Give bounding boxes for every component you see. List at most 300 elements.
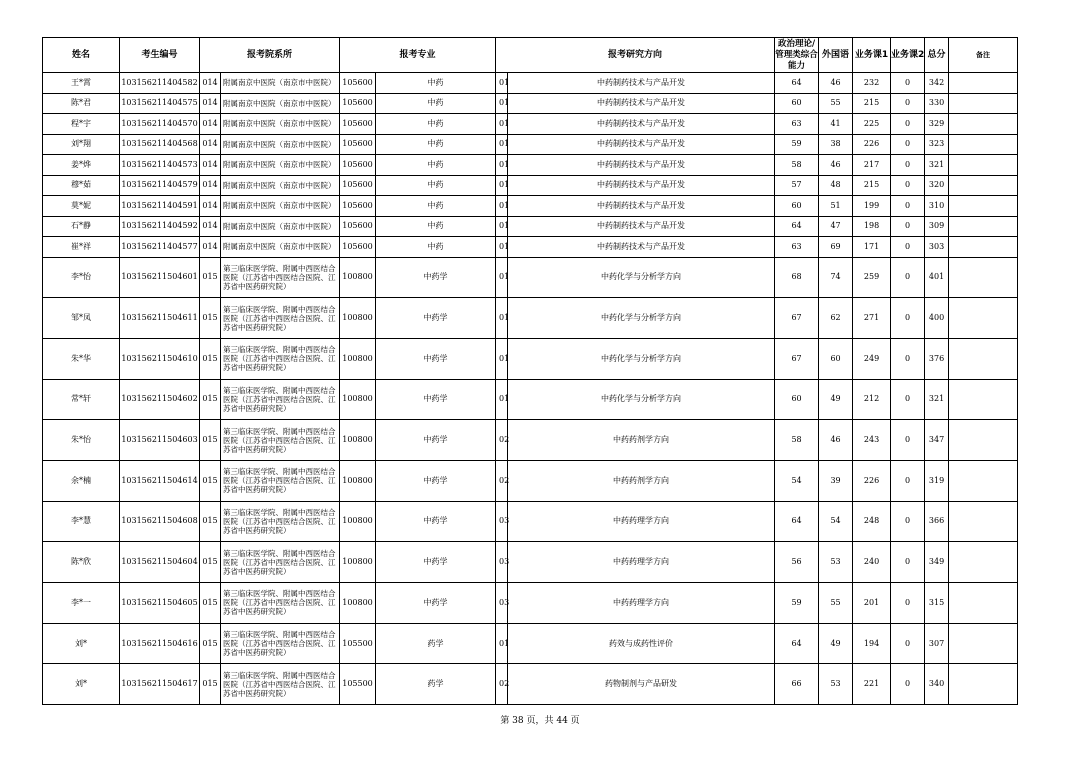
cell-course1: 225 — [853, 114, 891, 135]
cell-note — [949, 155, 1018, 176]
cell-foreign: 74 — [819, 257, 853, 298]
cell-major: 中药学 — [376, 338, 496, 379]
cell-politics: 59 — [775, 583, 819, 624]
cell-course2: 0 — [891, 460, 925, 501]
cell-major: 中药学 — [376, 460, 496, 501]
cell-dir-code: 01 — [496, 338, 508, 379]
cell-name: 李*一 — [43, 583, 120, 624]
cell-course2: 0 — [891, 298, 925, 339]
cell-note — [949, 73, 1018, 94]
cell-politics: 56 — [775, 542, 819, 583]
cell-major: 中药 — [376, 114, 496, 135]
cell-dept-code: 015 — [200, 583, 221, 624]
cell-note — [949, 134, 1018, 155]
cell-dept: 第三临床医学院、附属中西医结合医院（江苏省中西医结合医院、江苏省中医药研究院） — [221, 338, 340, 379]
cell-direction: 中药药理学方向 — [508, 542, 775, 583]
cell-major-code: 105600 — [340, 196, 376, 217]
cell-direction: 中药药剂学方向 — [508, 460, 775, 501]
cell-course2: 0 — [891, 155, 925, 176]
cell-foreign: 55 — [819, 583, 853, 624]
cell-direction: 中药制药技术与产品开发 — [508, 175, 775, 196]
header-foreign: 外国语 — [819, 38, 853, 73]
cell-dept-code: 014 — [200, 196, 221, 217]
cell-major-code: 105500 — [340, 664, 376, 705]
cell-politics: 57 — [775, 175, 819, 196]
table-row — [43, 338, 1018, 379]
cell-total: 400 — [925, 298, 949, 339]
cell-major-code: 105600 — [340, 114, 376, 135]
cell-direction: 中药制药技术与产品开发 — [508, 134, 775, 155]
cell-politics: 54 — [775, 460, 819, 501]
cell-direction: 中药制药技术与产品开发 — [508, 114, 775, 135]
cell-dept-code: 014 — [200, 216, 221, 237]
cell-foreign: 51 — [819, 196, 853, 217]
cell-dept-code: 014 — [200, 134, 221, 155]
header-name: 姓名 — [43, 38, 120, 73]
cell-foreign: 62 — [819, 298, 853, 339]
cell-total: 315 — [925, 583, 949, 624]
cell-course2: 0 — [891, 338, 925, 379]
cell-politics: 68 — [775, 257, 819, 298]
cell-total: 321 — [925, 379, 949, 420]
cell-major: 中药 — [376, 134, 496, 155]
cell-exam-no: 103156211504605 — [120, 583, 200, 624]
cell-note — [949, 257, 1018, 298]
cell-name: 李*慧 — [43, 501, 120, 542]
cell-course2: 0 — [891, 420, 925, 461]
cell-dir-code: 03 — [496, 583, 508, 624]
cell-direction: 药效与成药性评价 — [508, 623, 775, 664]
cell-note — [949, 298, 1018, 339]
cell-note — [949, 114, 1018, 135]
cell-major-code: 100800 — [340, 379, 376, 420]
table-row — [43, 93, 1018, 114]
cell-total: 349 — [925, 542, 949, 583]
cell-name: 朱*怡 — [43, 420, 120, 461]
cell-dir-code: 01 — [496, 175, 508, 196]
header-total: 总分 — [925, 38, 949, 73]
cell-foreign: 54 — [819, 501, 853, 542]
cell-politics: 64 — [775, 623, 819, 664]
cell-course2: 0 — [891, 114, 925, 135]
table-row — [43, 175, 1018, 196]
cell-dir-code: 01 — [496, 216, 508, 237]
cell-dept-code: 014 — [200, 237, 221, 258]
cell-direction: 中药化学与分析学方向 — [508, 379, 775, 420]
cell-dir-code: 03 — [496, 542, 508, 583]
cell-note — [949, 583, 1018, 624]
cell-course1: 248 — [853, 501, 891, 542]
cell-name: 朱*华 — [43, 338, 120, 379]
cell-politics: 60 — [775, 93, 819, 114]
cell-direction: 中药药理学方向 — [508, 501, 775, 542]
table-row — [43, 501, 1018, 542]
cell-direction: 中药制药技术与产品开发 — [508, 155, 775, 176]
cell-politics: 63 — [775, 114, 819, 135]
cell-course2: 0 — [891, 216, 925, 237]
cell-dept: 附属南京中医院（南京市中医院） — [221, 196, 340, 217]
cell-dept-code: 015 — [200, 338, 221, 379]
cell-dept: 附属南京中医院（南京市中医院） — [221, 134, 340, 155]
cell-foreign: 46 — [819, 420, 853, 461]
cell-dept: 附属南京中医院（南京市中医院） — [221, 175, 340, 196]
cell-note — [949, 542, 1018, 583]
cell-politics: 59 — [775, 134, 819, 155]
cell-direction: 药物制剂与产品研发 — [508, 664, 775, 705]
table-row — [43, 542, 1018, 583]
cell-direction: 中药化学与分析学方向 — [508, 257, 775, 298]
cell-dept: 第三临床医学院、附属中西医结合医院（江苏省中西医结合医院、江苏省中医药研究院） — [221, 501, 340, 542]
cell-dept-code: 014 — [200, 175, 221, 196]
cell-direction: 中药药理学方向 — [508, 583, 775, 624]
cell-dept-code: 014 — [200, 155, 221, 176]
table-row — [43, 257, 1018, 298]
cell-note — [949, 93, 1018, 114]
cell-total: 320 — [925, 175, 949, 196]
table-row — [43, 196, 1018, 217]
cell-dir-code: 01 — [496, 114, 508, 135]
cell-major: 中药学 — [376, 257, 496, 298]
cell-exam-no: 103156211404591 — [120, 196, 200, 217]
cell-dir-code: 01 — [496, 73, 508, 94]
cell-dir-code: 01 — [496, 257, 508, 298]
cell-major-code: 100800 — [340, 501, 376, 542]
cell-course1: 259 — [853, 257, 891, 298]
cell-course1: 226 — [853, 460, 891, 501]
table-row — [43, 664, 1018, 705]
cell-major-code: 100800 — [340, 583, 376, 624]
cell-dept-code: 015 — [200, 664, 221, 705]
cell-course1: 240 — [853, 542, 891, 583]
cell-direction: 中药制药技术与产品开发 — [508, 93, 775, 114]
cell-note — [949, 664, 1018, 705]
cell-total: 319 — [925, 460, 949, 501]
cell-name: 刘* — [43, 664, 120, 705]
cell-major-code: 100800 — [340, 420, 376, 461]
cell-course2: 0 — [891, 237, 925, 258]
cell-politics: 64 — [775, 73, 819, 94]
cell-foreign: 48 — [819, 175, 853, 196]
cell-total: 342 — [925, 73, 949, 94]
table-row — [43, 114, 1018, 135]
header-course2: 业务课2 — [891, 38, 925, 73]
page-footer: 第 38 页，共 44 页 — [500, 716, 580, 726]
cell-note — [949, 420, 1018, 461]
cell-dir-code: 02 — [496, 420, 508, 461]
cell-total: 340 — [925, 664, 949, 705]
cell-course2: 0 — [891, 175, 925, 196]
cell-course1: 217 — [853, 155, 891, 176]
cell-major-code: 105600 — [340, 237, 376, 258]
cell-course2: 0 — [891, 623, 925, 664]
table-row — [43, 73, 1018, 94]
table-row — [43, 623, 1018, 664]
cell-course2: 0 — [891, 196, 925, 217]
cell-exam-no: 103156211404577 — [120, 237, 200, 258]
cell-exam-no: 103156211404582 — [120, 73, 200, 94]
cell-course1: 221 — [853, 664, 891, 705]
cell-major-code: 100800 — [340, 460, 376, 501]
header-major: 报考专业 — [340, 38, 496, 73]
cell-total: 310 — [925, 196, 949, 217]
cell-dept: 第三临床医学院、附属中西医结合医院（江苏省中西医结合医院、江苏省中医药研究院） — [221, 460, 340, 501]
cell-note — [949, 623, 1018, 664]
table-row — [43, 155, 1018, 176]
cell-politics: 64 — [775, 501, 819, 542]
cell-exam-no: 103156211404568 — [120, 134, 200, 155]
table-row — [43, 379, 1018, 420]
cell-course1: 232 — [853, 73, 891, 94]
cell-foreign: 69 — [819, 237, 853, 258]
cell-major-code: 100800 — [340, 542, 376, 583]
cell-major: 药学 — [376, 623, 496, 664]
cell-exam-no: 103156211404570 — [120, 114, 200, 135]
cell-major-code: 105600 — [340, 93, 376, 114]
cell-total: 309 — [925, 216, 949, 237]
cell-major-code: 105600 — [340, 73, 376, 94]
cell-dir-code: 01 — [496, 237, 508, 258]
cell-note — [949, 501, 1018, 542]
header-note: 备注 — [949, 38, 1018, 73]
cell-course1: 199 — [853, 196, 891, 217]
cell-major: 中药 — [376, 237, 496, 258]
cell-dept-code: 015 — [200, 623, 221, 664]
cell-exam-no: 103156211504616 — [120, 623, 200, 664]
cell-foreign: 38 — [819, 134, 853, 155]
header-direction: 报考研究方向 — [496, 38, 775, 73]
cell-total: 376 — [925, 338, 949, 379]
cell-dept: 附属南京中医院（南京市中医院） — [221, 216, 340, 237]
cell-foreign: 53 — [819, 542, 853, 583]
cell-name: 余*楠 — [43, 460, 120, 501]
cell-foreign: 46 — [819, 155, 853, 176]
cell-major-code: 105600 — [340, 175, 376, 196]
cell-direction: 中药制药技术与产品开发 — [508, 216, 775, 237]
cell-course1: 215 — [853, 175, 891, 196]
cell-politics: 67 — [775, 298, 819, 339]
cell-dept: 第三临床医学院、附属中西医结合医院（江苏省中西医结合医院、江苏省中医药研究院） — [221, 257, 340, 298]
cell-dept-code: 015 — [200, 379, 221, 420]
header-course1: 业务课1 — [853, 38, 891, 73]
cell-name: 陈*欣 — [43, 542, 120, 583]
cell-name: 常*轩 — [43, 379, 120, 420]
cell-course1: 271 — [853, 298, 891, 339]
cell-note — [949, 175, 1018, 196]
cell-dept: 附属南京中医院（南京市中医院） — [221, 237, 340, 258]
cell-total: 330 — [925, 93, 949, 114]
cell-name: 崔*祥 — [43, 237, 120, 258]
cell-name: 莫*妮 — [43, 196, 120, 217]
cell-dir-code: 02 — [496, 460, 508, 501]
cell-course1: 194 — [853, 623, 891, 664]
cell-direction: 中药制药技术与产品开发 — [508, 73, 775, 94]
cell-major: 中药 — [376, 216, 496, 237]
cell-exam-no: 103156211504602 — [120, 379, 200, 420]
cell-name: 刘* — [43, 623, 120, 664]
cell-name: 邹*凤 — [43, 298, 120, 339]
cell-course1: 215 — [853, 93, 891, 114]
cell-note — [949, 338, 1018, 379]
cell-politics: 60 — [775, 196, 819, 217]
cell-total: 321 — [925, 155, 949, 176]
cell-dept: 附属南京中医院（南京市中医院） — [221, 114, 340, 135]
cell-politics: 60 — [775, 379, 819, 420]
cell-dept: 第三临床医学院、附属中西医结合医院（江苏省中西医结合医院、江苏省中医药研究院） — [221, 623, 340, 664]
cell-major-code: 105600 — [340, 134, 376, 155]
cell-course2: 0 — [891, 134, 925, 155]
cell-exam-no: 103156211504610 — [120, 338, 200, 379]
table-row — [43, 460, 1018, 501]
cell-foreign: 46 — [819, 73, 853, 94]
cell-dept: 第三临床医学院、附属中西医结合医院（江苏省中西医结合医院、江苏省中医药研究院） — [221, 379, 340, 420]
cell-foreign: 41 — [819, 114, 853, 135]
cell-exam-no: 103156211504603 — [120, 420, 200, 461]
cell-course1: 171 — [853, 237, 891, 258]
cell-dept: 第三临床医学院、附属中西医结合医院（江苏省中西医结合医院、江苏省中医药研究院） — [221, 298, 340, 339]
cell-major-code: 105600 — [340, 216, 376, 237]
cell-name: 穆*茹 — [43, 175, 120, 196]
cell-foreign: 53 — [819, 664, 853, 705]
cell-major: 中药 — [376, 93, 496, 114]
cell-course2: 0 — [891, 73, 925, 94]
cell-dir-code: 01 — [496, 623, 508, 664]
cell-dir-code: 02 — [496, 664, 508, 705]
cell-dept-code: 015 — [200, 298, 221, 339]
cell-major-code: 100800 — [340, 257, 376, 298]
cell-course1: 243 — [853, 420, 891, 461]
cell-note — [949, 196, 1018, 217]
cell-note — [949, 216, 1018, 237]
cell-major: 药学 — [376, 664, 496, 705]
cell-name: 李*怡 — [43, 257, 120, 298]
cell-course1: 212 — [853, 379, 891, 420]
cell-dept: 附属南京中医院（南京市中医院） — [221, 93, 340, 114]
cell-dept: 第三临床医学院、附属中西医结合医院（江苏省中西医结合医院、江苏省中医药研究院） — [221, 664, 340, 705]
cell-politics: 64 — [775, 216, 819, 237]
cell-course2: 0 — [891, 93, 925, 114]
admission-score-table — [42, 37, 1018, 705]
cell-dept: 第三临床医学院、附属中西医结合医院（江苏省中西医结合医院、江苏省中医药研究院） — [221, 583, 340, 624]
cell-foreign: 49 — [819, 623, 853, 664]
cell-dept-code: 015 — [200, 460, 221, 501]
cell-foreign: 55 — [819, 93, 853, 114]
cell-direction: 中药化学与分析学方向 — [508, 338, 775, 379]
cell-dir-code: 01 — [496, 93, 508, 114]
cell-dept: 附属南京中医院（南京市中医院） — [221, 73, 340, 94]
table-row — [43, 583, 1018, 624]
cell-total: 401 — [925, 257, 949, 298]
cell-major-code: 105600 — [340, 155, 376, 176]
cell-dir-code: 01 — [496, 196, 508, 217]
cell-course1: 249 — [853, 338, 891, 379]
cell-note — [949, 237, 1018, 258]
cell-direction: 中药化学与分析学方向 — [508, 298, 775, 339]
cell-dir-code: 01 — [496, 298, 508, 339]
header-exam-no: 考生编号 — [120, 38, 200, 73]
cell-total: 323 — [925, 134, 949, 155]
cell-major: 中药学 — [376, 542, 496, 583]
header-politics: 政治理论/管理类综合能力 — [775, 38, 818, 71]
cell-major: 中药 — [376, 175, 496, 196]
table-row — [43, 134, 1018, 155]
cell-major: 中药 — [376, 155, 496, 176]
cell-dept-code: 015 — [200, 257, 221, 298]
cell-major: 中药学 — [376, 501, 496, 542]
cell-major: 中药 — [376, 73, 496, 94]
cell-course2: 0 — [891, 501, 925, 542]
cell-foreign: 60 — [819, 338, 853, 379]
cell-politics: 67 — [775, 338, 819, 379]
cell-course1: 201 — [853, 583, 891, 624]
cell-name: 程*宇 — [43, 114, 120, 135]
cell-exam-no: 103156211404573 — [120, 155, 200, 176]
cell-course1: 198 — [853, 216, 891, 237]
cell-exam-no: 103156211504611 — [120, 298, 200, 339]
table-row — [43, 216, 1018, 237]
cell-major: 中药学 — [376, 420, 496, 461]
cell-major: 中药学 — [376, 379, 496, 420]
cell-foreign: 39 — [819, 460, 853, 501]
cell-name: 王*霄 — [43, 73, 120, 94]
cell-exam-no: 103156211404575 — [120, 93, 200, 114]
cell-dept-code: 015 — [200, 542, 221, 583]
cell-dir-code: 03 — [496, 501, 508, 542]
cell-note — [949, 460, 1018, 501]
cell-dir-code: 01 — [496, 134, 508, 155]
cell-foreign: 47 — [819, 216, 853, 237]
cell-course1: 226 — [853, 134, 891, 155]
cell-course2: 0 — [891, 664, 925, 705]
cell-dept: 第三临床医学院、附属中西医结合医院（江苏省中西医结合医院、江苏省中医药研究院） — [221, 420, 340, 461]
cell-direction: 中药制药技术与产品开发 — [508, 237, 775, 258]
table-row — [43, 298, 1018, 339]
table-row — [43, 237, 1018, 258]
table-row — [43, 420, 1018, 461]
cell-politics: 63 — [775, 237, 819, 258]
cell-note — [949, 379, 1018, 420]
cell-major: 中药学 — [376, 298, 496, 339]
cell-exam-no: 103156211504617 — [120, 664, 200, 705]
cell-exam-no: 103156211404592 — [120, 216, 200, 237]
cell-direction: 中药制药技术与产品开发 — [508, 196, 775, 217]
cell-total: 366 — [925, 501, 949, 542]
cell-dir-code: 01 — [496, 379, 508, 420]
cell-politics: 58 — [775, 420, 819, 461]
cell-total: 307 — [925, 623, 949, 664]
cell-course2: 0 — [891, 379, 925, 420]
cell-major-code: 100800 — [340, 338, 376, 379]
cell-name: 姜*烨 — [43, 155, 120, 176]
cell-name: 陈*君 — [43, 93, 120, 114]
cell-dept-code: 015 — [200, 501, 221, 542]
cell-exam-no: 103156211504601 — [120, 257, 200, 298]
cell-exam-no: 103156211504614 — [120, 460, 200, 501]
cell-dept: 附属南京中医院（南京市中医院） — [221, 155, 340, 176]
cell-exam-no: 103156211504608 — [120, 501, 200, 542]
cell-dept: 第三临床医学院、附属中西医结合医院（江苏省中西医结合医院、江苏省中医药研究院） — [221, 542, 340, 583]
cell-course2: 0 — [891, 542, 925, 583]
cell-dir-code: 01 — [496, 155, 508, 176]
cell-dept-code: 015 — [200, 420, 221, 461]
cell-course2: 0 — [891, 583, 925, 624]
cell-major-code: 105500 — [340, 623, 376, 664]
cell-total: 303 — [925, 237, 949, 258]
header-row — [43, 38, 1018, 73]
cell-name: 刘*翔 — [43, 134, 120, 155]
cell-foreign: 49 — [819, 379, 853, 420]
cell-dept-code: 014 — [200, 73, 221, 94]
cell-exam-no: 103156211404579 — [120, 175, 200, 196]
